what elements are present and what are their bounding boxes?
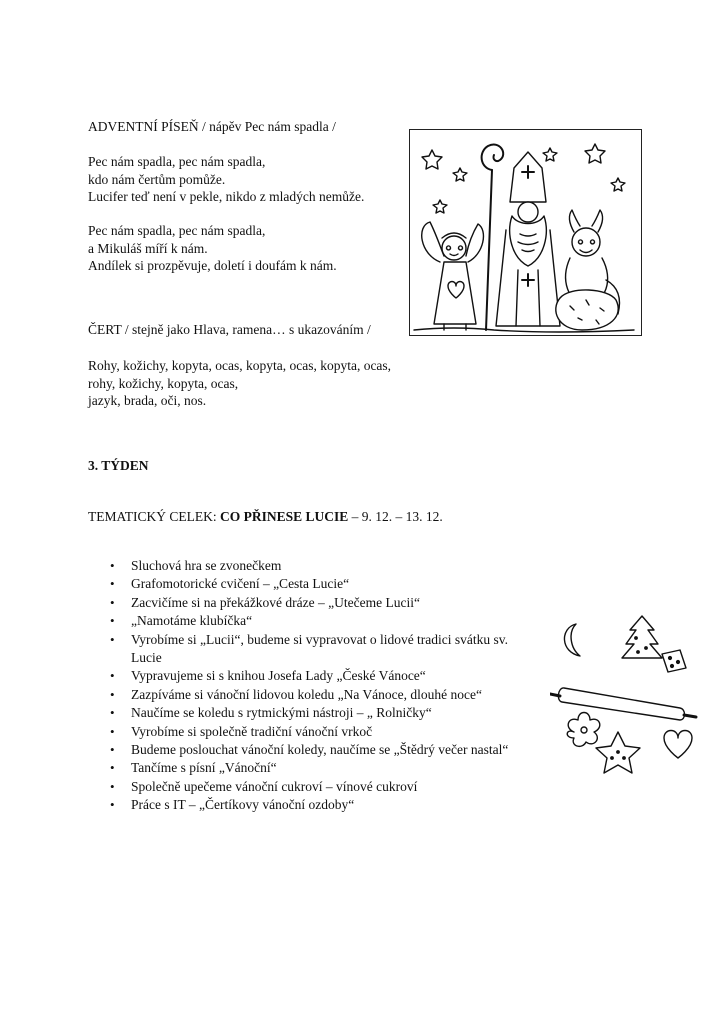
list-item: • Zacvičíme si na překážkové dráze – „Utečeme Lucii“ [110, 594, 540, 612]
theme-prefix: TEMATICKÝ CELEK: [88, 509, 220, 524]
list-item: • Sluchová hra se zvonečkem [110, 557, 540, 575]
activity-list [110, 557, 540, 815]
cert-title: ČERT / stejně jako Hlava, ramena… s ukazováním / [88, 322, 371, 337]
list-item: • Vyrobíme si společně tradiční vánoční vrkoč [110, 723, 540, 741]
lyric-line: kdo nám čertům pomůže. [88, 171, 226, 187]
theme-dates: – 9. 12. – 13. 12. [348, 509, 443, 524]
list-item: • Vypravujeme si s knihou Josefa Lady „České Vánoce“ [110, 667, 540, 685]
tree-icon [622, 616, 662, 658]
list-item: • Grafomotorické cvičení – „Cesta Lucie“ [110, 575, 540, 593]
theme-line [88, 508, 443, 526]
lyric-line: Rohy, kožichy, kopyta, ocas, kopyta, ocas, kopyta, ocas, [88, 358, 392, 373]
lyric-line: Pec nám spadla, pec nám spadla, [88, 154, 266, 169]
theme-name: CO PŘINESE LUCIE [220, 509, 349, 524]
list-item: • Vyrobíme si „Lucii“, budeme si vypravovat o lidové tradici svátku sv. Lucie [110, 631, 540, 668]
list-item: • Budeme poslouchat vánoční koledy, naučíme se „Štědrý večer nastal“ [110, 741, 540, 759]
song-stanza-2 [88, 222, 337, 275]
cookies-illustration [550, 612, 708, 782]
lyric-line: Pec nám spadla, pec nám spadla, [88, 223, 266, 238]
rolling-pin-icon [550, 688, 696, 720]
week-heading: 3. TÝDEN [88, 458, 149, 473]
nicholas-illustration [409, 129, 642, 336]
list-item: • Tančíme s písní „Vánoční“ [110, 759, 540, 777]
lyric-line: jazyk, brada, oči, nos. [88, 393, 207, 408]
list-item: • Společně upečeme vánoční cukroví – vínové cukroví [110, 778, 540, 796]
list-item: • Naučíme se koledu s rytmickými nástroji – „ Rolničky“ [110, 704, 540, 722]
list-item: • Práce s IT – „Čertíkovy vánoční ozdoby“ [110, 796, 540, 814]
lyric-line: Lucifer teď není v pekle, nikdo z mladých nemůže. [88, 189, 365, 204]
list-item: • Zazpíváme si vánoční lidovou koledu „Na Vánoce, dlouhé noce“ [110, 686, 540, 704]
song-title: ADVENTNÍ PÍSEŇ / nápěv Pec nám spadla / [88, 119, 336, 134]
lyric-line: a Mikuláš míří k nám. [88, 240, 208, 256]
heart-icon [664, 731, 692, 759]
cert-lyrics [88, 357, 391, 410]
lyric-line: Andílek si prozpěvuje, doletí i doufám k nám. [88, 258, 337, 273]
song-stanza-1 [88, 153, 364, 206]
moon-icon [564, 624, 580, 656]
list-item: • „Namotáme klubíčka“ [110, 612, 540, 630]
lyric-line: rohy, kožichy, kopyta, ocas, [88, 375, 239, 391]
